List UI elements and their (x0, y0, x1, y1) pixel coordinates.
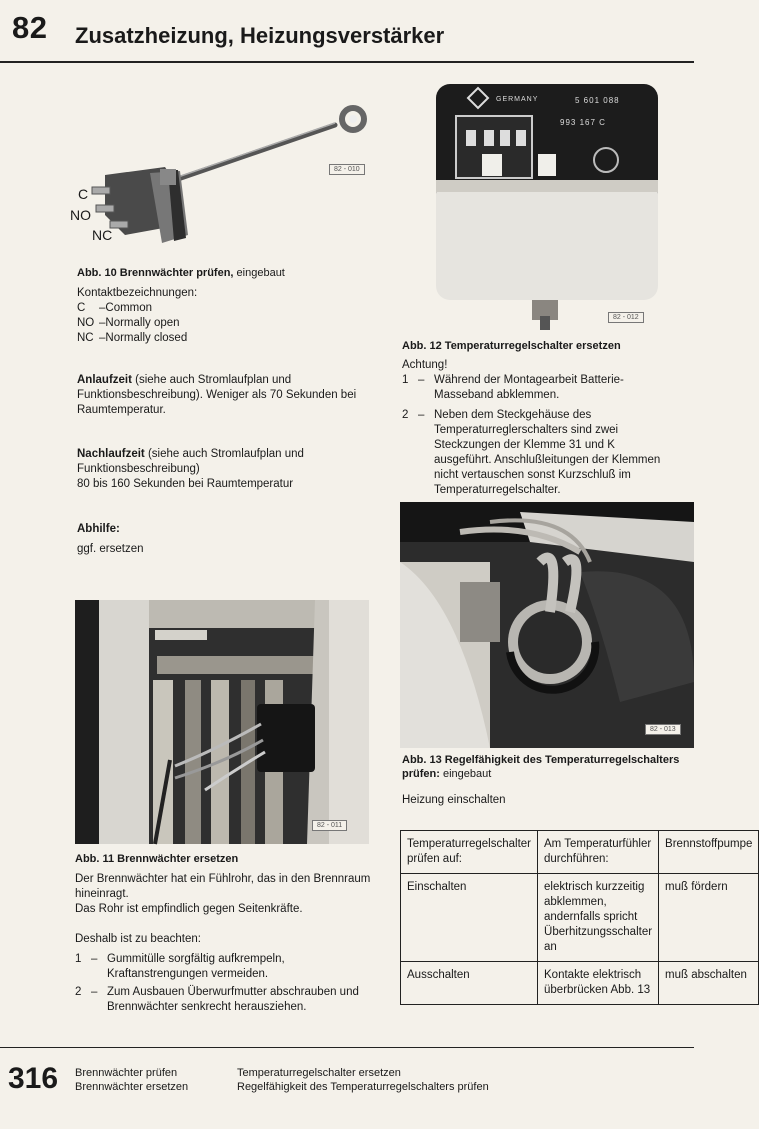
page-number: 316 (8, 1062, 59, 1095)
fig11-photo (75, 600, 369, 844)
footer-right-2: Regelfähigkeit des Temperaturregelschalters prüfen (237, 1081, 489, 1093)
footer-left-2: Brennwächter ersetzen (75, 1081, 189, 1093)
fig12-illustration (432, 80, 664, 332)
fig11-list (75, 952, 371, 1015)
fig12-ref: 82 - 012 (608, 312, 644, 323)
list-item-number: 2 (75, 986, 82, 998)
list-item-text: Während der Montagearbeit Batterie-Masseband abklemmen. (434, 374, 624, 401)
contact-code: NO (77, 317, 95, 329)
table-header-row (401, 831, 759, 874)
footer-right (237, 1066, 489, 1094)
footer-right-1: Temperaturregelschalter ersetzen (237, 1067, 401, 1079)
fig13-photo (400, 502, 694, 748)
list-item (402, 373, 670, 403)
fig10-caption-bold: Abb. 10 Brennwächter prüfen, (77, 267, 234, 279)
fig13-caption (402, 753, 694, 781)
list-item (75, 952, 371, 982)
fig12-list (402, 373, 670, 498)
fig10-caption-rest: eingebaut (233, 267, 285, 279)
fig13-caption-rest: eingebaut (439, 768, 492, 780)
fig10-caption (77, 266, 377, 280)
table-header-cell: Brennstoffpumpe (659, 831, 759, 874)
list-item-dash: – (418, 374, 425, 386)
contact-row (77, 316, 377, 331)
table-cell: muß abschalten (659, 962, 759, 1005)
abhilfe-text: ggf. ersetzen (77, 543, 144, 555)
contact-desc: Normally closed (105, 332, 188, 344)
contact-dash: – (99, 332, 106, 344)
fig10-label-c: C (78, 186, 89, 202)
table-row (401, 962, 759, 1005)
list-item-dash: – (91, 953, 98, 965)
list-item-text: Zum Ausbauen Überwurfmutter abschrauben und Brennwächter senkrecht herausziehen. (107, 986, 359, 1013)
nachlaufzeit-term: Nachlaufzeit (77, 448, 145, 460)
anlaufzeit-text: (siehe auch Stromlaufplan und Funktionsbeschreibung). Weniger als 70 Sekunden bei Raumtemperatur. (77, 374, 357, 416)
list-item-number: 1 (402, 374, 409, 386)
fig13-caption-bold: Abb. 13 Regelfähigkeit des Temperaturregelschalters prüfen: (402, 754, 680, 780)
table-cell: elektrisch kurzzeitig abklemmen, andernfalls spricht Überhitzungsschalter an (538, 874, 659, 962)
table-cell: Einschalten (401, 874, 538, 962)
contact-dash: – (99, 317, 106, 329)
contact-desc: Common (105, 302, 153, 314)
fig11-note-title: Deshalb ist zu beachten: (75, 933, 201, 945)
fig12-caption: Abb. 12 Temperaturregelschalter ersetzen (402, 340, 621, 352)
table-cell: Ausschalten (401, 962, 538, 1005)
fig11-caption: Abb. 11 Brennwächter ersetzen (75, 853, 239, 865)
contact-code: C (77, 302, 86, 314)
fig10-illustration (70, 95, 380, 255)
footer-left (75, 1066, 188, 1094)
relay-marking-2: 5 601 088 (575, 96, 620, 105)
table-row (401, 874, 759, 962)
list-item-number: 1 (75, 953, 82, 965)
contact-row (77, 331, 377, 346)
list-item-text: Neben dem Steckgehäuse des Temperaturreglerschalters sind zwei Steckzungen der Klemme 31 und K ausgeführt. Anschlußleitungen der Klemmen nicht vertauschen sonst Kurzschluß im Temperaturregelschalter. (434, 409, 661, 496)
anlaufzeit-term: Anlaufzeit (77, 374, 132, 386)
contact-dash: – (99, 302, 106, 314)
fig13-instruction: Heizung einschalten (402, 794, 506, 806)
list-item (75, 985, 371, 1015)
contacts-block (77, 286, 377, 346)
fig13-ref: 82 - 013 (645, 724, 681, 735)
anlaufzeit-paragraph (77, 373, 375, 418)
table-cell: muß fördern (659, 874, 759, 962)
fig12-note-title: Achtung! (402, 359, 448, 371)
contacts-title: Kontaktbezeichnungen: (77, 287, 198, 299)
header-rule (0, 61, 694, 63)
footer-rule (0, 1047, 694, 1048)
list-item-dash: – (418, 409, 425, 421)
fig10-label-nc: NC (92, 227, 113, 243)
contact-code: NC (77, 332, 94, 344)
fig10-ref: 82 - 010 (329, 164, 365, 175)
footer-left-1: Brennwächter prüfen (75, 1067, 178, 1079)
list-item-number: 2 (402, 409, 409, 421)
nachlaufzeit-paragraph (77, 447, 375, 492)
list-item (402, 408, 670, 498)
nachlaufzeit-value: 80 bis 160 Sekunden bei Raumtemperatur (77, 478, 294, 490)
fig11-para2: Das Rohr ist empfindlich gegen Seitenkräfte. (75, 903, 303, 915)
list-item-text: Gummitülle sorgfältig aufkrempeln, Kraftanstrengungen vermeiden. (107, 953, 285, 980)
table-header-cell: Am Temperaturfühler durchführen: (538, 831, 659, 874)
chapter-title: Zusatzheizung, Heizungsverstärker (75, 23, 445, 48)
fig11-para1: Der Brennwächter hat ein Fühlrohr, das in den Brennraum hineinragt. (75, 873, 371, 900)
list-item-dash: – (91, 986, 98, 998)
nachlaufzeit-text: (siehe auch Stromlaufplan und Funktionsbeschreibung) (77, 448, 304, 475)
abhilfe-title: Abhilfe: (77, 523, 120, 535)
relay-marking-1: GERMANY (496, 96, 539, 103)
regulation-table (400, 830, 759, 1005)
table-cell: Kontakte elektrisch überbrücken Abb. 13 (538, 962, 659, 1005)
relay-marking-3: 993 167 C (560, 118, 606, 127)
fig10-label-no: NO (70, 207, 91, 223)
contact-row (77, 301, 377, 316)
table-header-cell: Temperaturregelschalter prüfen auf: (401, 831, 538, 874)
chapter-number: 82 (12, 10, 48, 45)
fig11-ref: 82 - 011 (312, 820, 347, 831)
contact-desc: Normally open (105, 317, 180, 329)
